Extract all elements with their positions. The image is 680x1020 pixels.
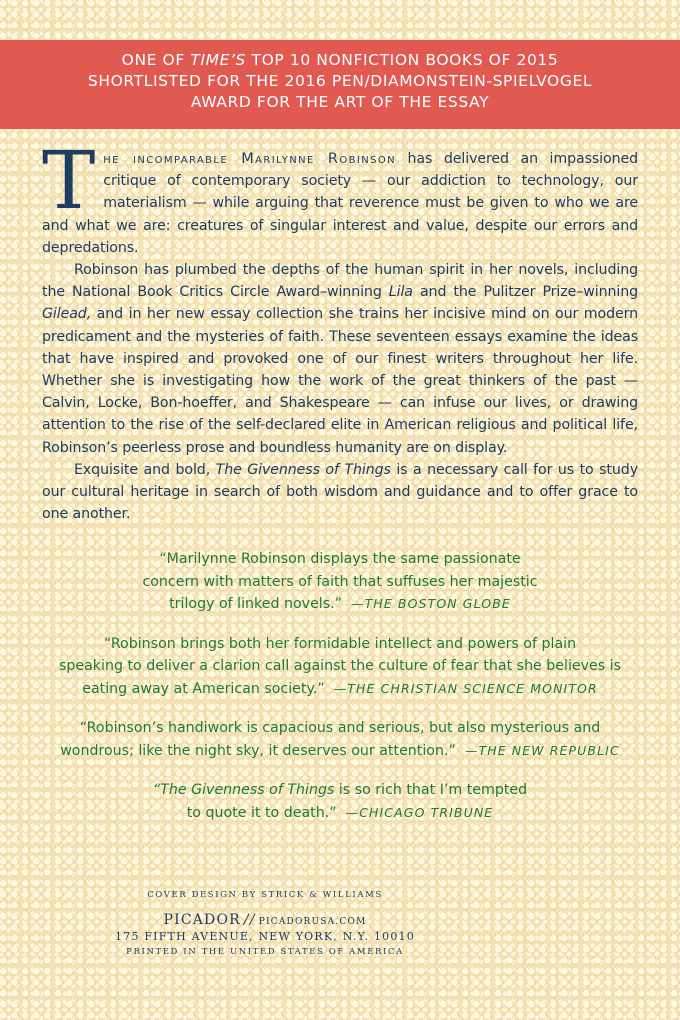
quote-new-republic: “Robinson’s handiwork is capacious and serious, but also mysterious and wondrous; like the night sky, it deserves our attention.” —THE NEW REPUBLIC xyxy=(60,720,620,759)
drop-cap: T xyxy=(42,134,96,227)
description-paragraph-1: The incomparable Marilynne Robinson has delivered an impassioned critique of contemporary society — our addiction to technology, our materialism — while arguing that reverence must be given to who we are and what we are: creatures of singular interest and value, despite our errors and depredations. xyxy=(42,134,638,256)
publisher-name: PICADOR xyxy=(163,912,241,928)
banner-line-shortlisted: SHORTLISTED FOR THE 2016 PEN/DIAMONSTEIN-SPIELVOGEL xyxy=(87,72,593,90)
printed-in: PRINTED IN THE UNITED STATES OF AMERICA xyxy=(126,947,404,957)
quote-source: —THE NEW REPUBLIC xyxy=(464,742,620,758)
publisher-website: PICADORUSA.COM xyxy=(258,917,367,927)
review-quotes xyxy=(40,548,640,841)
publisher-line: PICADOR // PICADORUSA.COM xyxy=(163,912,367,928)
quote-source: —CHICAGO TRIBUNE xyxy=(345,804,494,820)
quote-boston-globe: “Marilynne Robinson displays the same passionate concern with matters of faith that suffuses her majestic trilogy of linked novels.” —THE BOSTON GLOBE xyxy=(142,551,538,612)
author-lead: he incomparable Marilynne Robinson xyxy=(103,151,396,167)
quote-christian-science-monitor: “Robinson brings both her formidable intellect and powers of plain speaking to deliver a clarion call against the culture of fear that she believes is eating away at American society.” —THE CHRISTIAN SCIENCE MONITOR xyxy=(58,635,622,697)
award-banner xyxy=(0,40,680,129)
description-paragraph-3: Exquisite and bold, The Givenness of Things is a necessary call for us to study our cultural heritage in search of both wisdom and guidance and to offer grace to one another. xyxy=(42,461,638,523)
publisher-credits xyxy=(0,890,530,957)
quote-chicago-tribune: “The Givenness of Things is so rich that I’m tempted to quote it to death.” —CHICAGO TRIBUNE xyxy=(152,782,528,821)
quote-source: —THE BOSTON GLOBE xyxy=(351,596,511,611)
publisher-address: 175 FIFTH AVENUE, NEW YORK, N.Y. 10010 xyxy=(115,930,415,943)
banner-line-award: AWARD FOR THE ART OF THE ESSAY xyxy=(190,93,490,111)
cover-design-credit: COVER DESIGN BY STRICK & WILLIAMS xyxy=(147,890,383,900)
quote-source: —THE CHRISTIAN SCIENCE MONITOR xyxy=(333,680,598,696)
description-paragraph-2: Robinson has plumbed the depths of the human spirit in her novels, including the National Book Critics Circle Award–winning Lila and the Pulitzer Prize–winning Gilead, and in her new essay collection she trains her incisive mind on our modern predicament and the mysteries of faith. These seventeen essays examine the ideas that have inspired and provoked one of our finest writers throughout her life. Whether she is investigating how the work of the great thinkers of the past — Calvin, Locke, Bon-hoeffer, and Shakespeare — can infuse our lives, or drawing attention to the rise of the self-declared elite in American religious and political life, Robinson’s peerless prose and boundless humanity are on display. xyxy=(42,262,638,456)
banner-line-time: ONE OF TIME’S TOP 10 NONFICTION BOOKS OF 2015 xyxy=(121,51,559,69)
book-description xyxy=(42,134,638,525)
